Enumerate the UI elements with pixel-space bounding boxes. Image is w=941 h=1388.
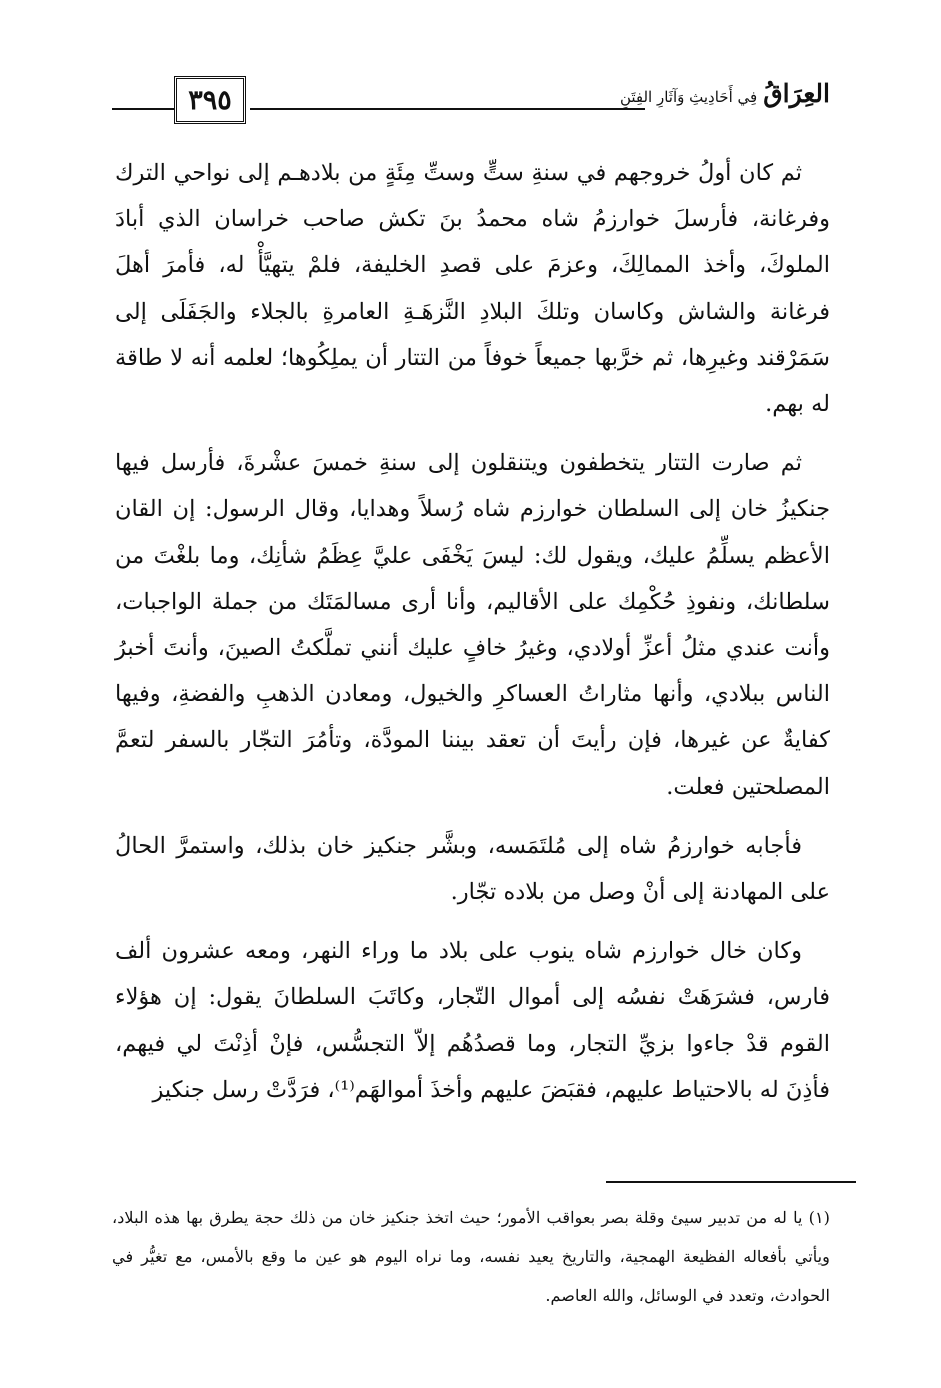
book-title-sub: فِي أَحَادِيثِ وَآثَارِ الفِتَنِ [619, 88, 758, 106]
paragraph: فأجابه خوارزمُ شاه إلى مُلتَمَسه، وبشَّر جنكيز خان بذلك، واستمرَّ الحالُ على المهادنة إلى أنْ وصل من بلاده تجّار. [115, 832, 830, 906]
footnote-rule [606, 1181, 856, 1183]
paragraph: ثم صارت التتار يتخطفون ويتنقلون إلى سنةِ خمسَ عشْرةَ، فأرسل فيها جنكيزُ خان إلى السلطان خوارزم شاه رُسلاً وهدايا، وقال الرسول: إن القان الأعظم يسلِّمُ عليك، ويقول لك: ليسَ يَخْفَى عليَّ عِظَمُ شأنِك، وما بلغْتَ من سلطانك، ونفوذِ حُكْمِك على الأقاليم، وأنا أرى مسالمَتَك من جملة الواجبات، وأنت عندي مثلُ أعزِّ أولادي، وغيرُ خافٍ عليك أنني تملَّكتُ الصينَ، وأنتَ أخبرُ الناس ببلادي، وأنها مثاراتُ العساكرِ والخيول، ومعادن الذهبِ والفضةِ، وفيها كفايةٌ عن غيرها، فإن رأيتَ أن تعقد بيننا المودَّة، وتأمُرَ التجّار بالسفر لتعمَّ المصلحتين فعلت. [115, 450, 830, 800]
paragraph: ثم كان أولُ خروجهم في سنةِ ستٍّ وستِّ مِئَةٍ من بلادهـم إلى نواحي الترك وفرغانة، فأرسلَ خوارزمُ شاه محمدُ بنَ تكش صاحب خراسان الذي أبادَ الملوكَ، وأخذ الممالِكَ، وعزمَ على قصدِ الخليفة، فلمْ يتهيَّأْ له، فأمرَ أهلَ فرغانة والشاش وكاسان وتلكَ البلادِ النَّزهَـةِ العامرةِ بالجلاء والجَفَلَى إلى سَمَرْقند وغيرِها، ثم خرَّبها جميعاً خوفاً من التتار أن يملِكُوها؛ لعلمه أنه لا طاقة له بهم. [115, 160, 830, 418]
running-title [619, 72, 830, 116]
body-text [115, 150, 830, 1126]
header-rule-right [250, 108, 645, 110]
book-title-main: العِرَاقُ [763, 79, 830, 108]
page-header [112, 72, 830, 132]
header-rule-left [112, 108, 174, 110]
footnote [112, 1198, 830, 1315]
footnote-text: (١) يا له من تدبير سيئ وقلة بصر بعواقب الأمور؛ حيث اتخذ جنكيز خان من ذلك حجة يطرق بها هذه البلاد، ويأتي بأفعاله الفظيعة الهمجية، والتاريخ يعيد نفسه، وما نراه اليوم هو عين ما وقع بالأمس، مع تغيُّر في الحوادث، وتعدد في الوسائل، والله العاصم. [112, 1208, 830, 1305]
page-number-box [174, 76, 246, 124]
paragraph: وكان خال خوارزم شاه ينوب على بلاد ما وراء النهر، ومعه عشرون ألف فارس، فشرَهَتْ نفسُه إلى أموال التّجار، وكاتَبَ السلطانَ يقول: إن هؤلاء القوم قدْ جاءوا بزيِّ التجار، وما قصدُهُم إلاّ التجسُّس، فإنْ أذِنْتَ لي فيهم، فأذِنَ له بالاحتياط عليهم، فقبَضَ عليهم وأخذَ أموالهَم⁽¹⁾، فرَدَّتْ رسل جنكيز [115, 938, 830, 1103]
page-number: ٣٩٥ [188, 84, 232, 116]
